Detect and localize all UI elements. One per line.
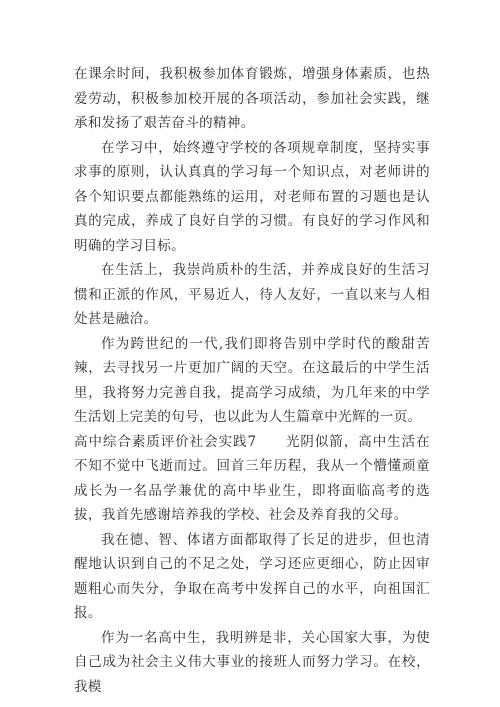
document-body [74, 62, 430, 699]
paragraph-4: 作为跨世纪的一代,我们即将告别中学时代的酸甜苦辣，去寻找另一片更加广阔的天空。在这最后的中学生活里，我将努力完善自我，提高学习成绩，为几年来的中学生活划上完美的句号，也以此为人生篇章中光辉的一页。 [74, 335, 430, 425]
paragraph-5: 高中综合素质评价社会实践7 光阴似箭，高中生活在不知不觉中飞逝而过。回首三年历程，我从一个懵懂顽童成长为一名品学兼优的高中毕业生，即将面临高考的选拔，我首先感谢培养我的学校、社会及养育我的父母。 [74, 433, 430, 523]
paragraph-6: 我在德、智、体诸方面都取得了长足的进步，但也清醒地认识到自己的不足之处，学习还应更细心，防止因审题粗心而失分，争取在高考中发挥自己的水平，向祖国汇报。 [74, 531, 430, 621]
paragraph-2: 在学习中，始终遵守学校的各项规章制度，坚持实事求事的原则，认认真真的学习每一个知识点，对老师讲的各个知识要点都能熟练的运用，对老师布置的习题也是认真的完成，养成了良好自学的习惯。有良好的学习作风和明确的学习目标。 [74, 139, 430, 254]
paragraph-7: 作为一名高中生，我明辨是非，关心国家大事，为使自己成为社会主义伟大事业的接班人而努力学习。在校，我模 [74, 629, 430, 695]
paragraph-3: 在生活上，我崇尚质朴的生活，并养成良好的生活习惯和正派的作风，平易近人，待人友好，一直以来与人相处甚是融洽。 [74, 262, 430, 327]
paragraph-1: 在课余时间，我积极参加体育锻炼，增强身体素质，也热爱劳动，积极参加校开展的各项活动，参加社会实践，继承和发扬了艰苦奋斗的精神。 [74, 66, 430, 131]
